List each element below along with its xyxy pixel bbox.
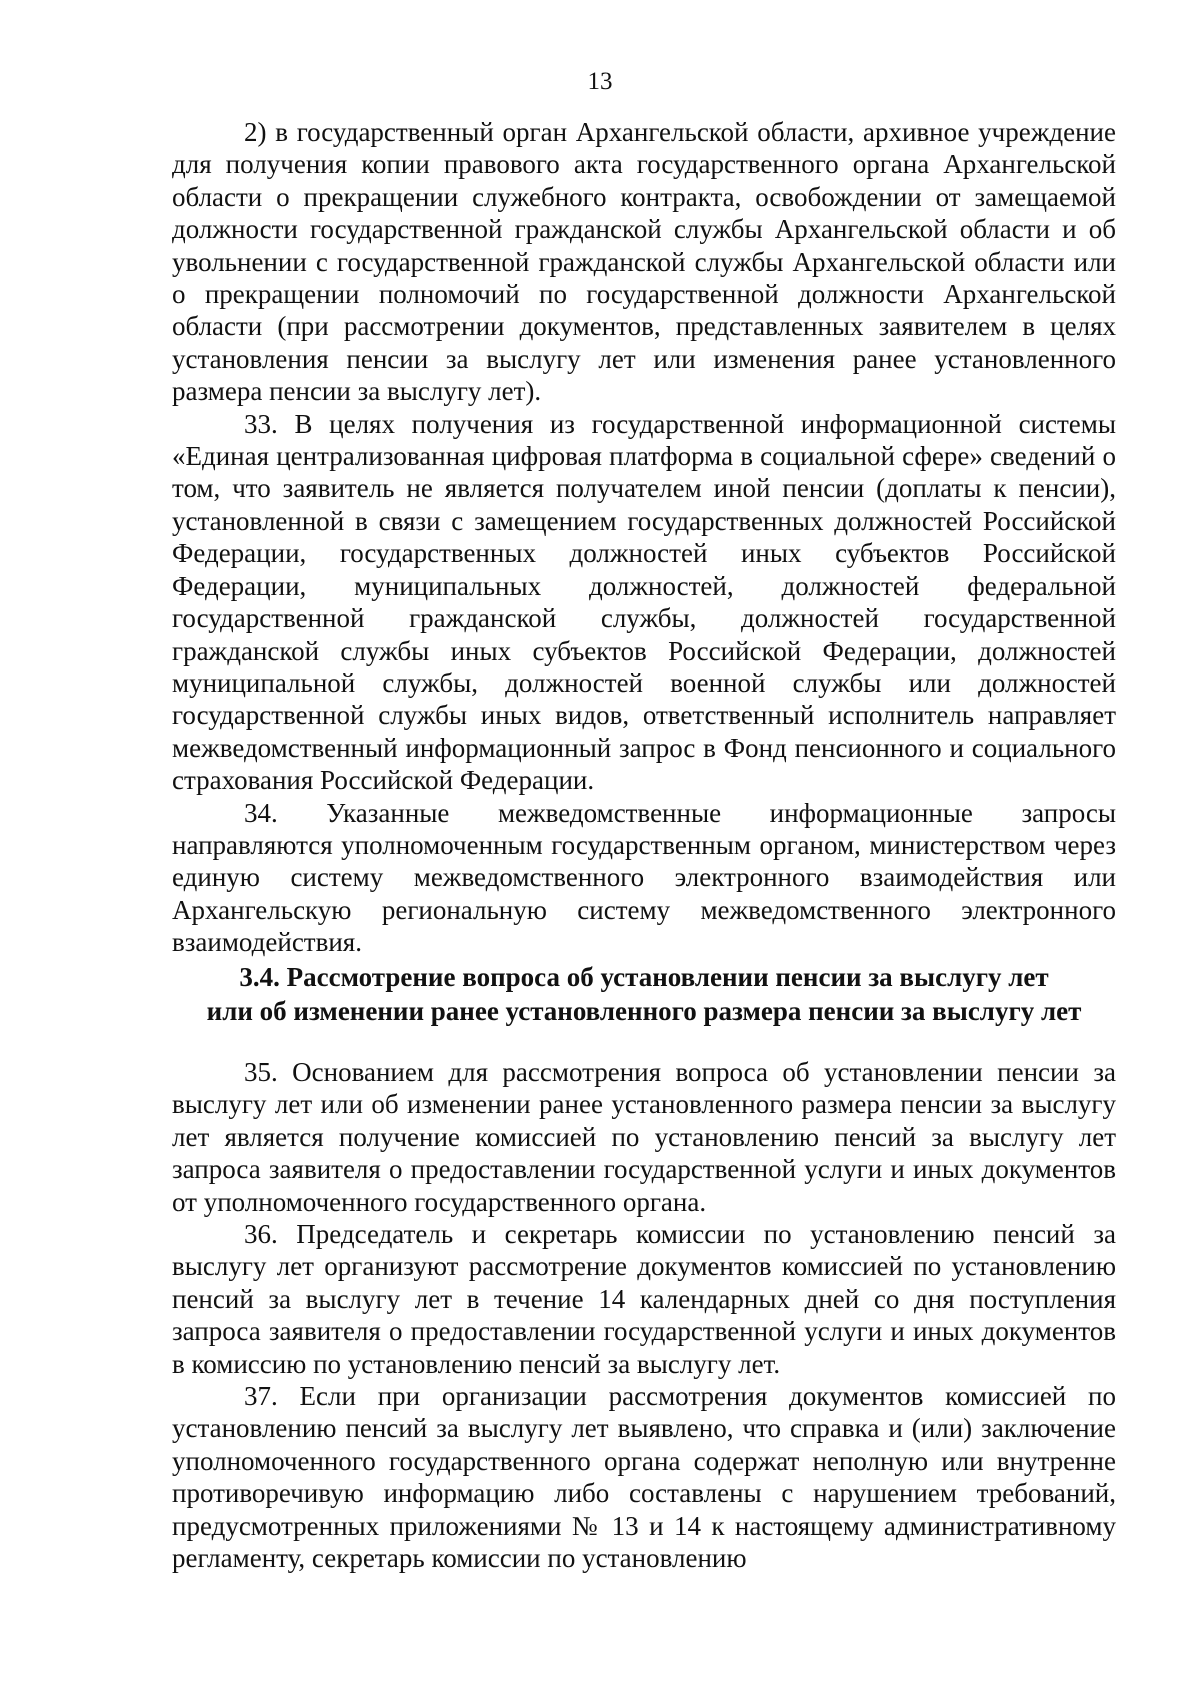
section-heading-line-2: или об изменении ранее установленного размера пенсии за выслугу лет bbox=[206, 996, 1082, 1026]
paragraph-33: 33. В целях получения из государственной информационной системы «Единая централизованная цифровая платформа в социальной сфере» сведений о том, что заявитель не является получателем иной пенсии (доплаты к пенсии), установленной в связи с замещением государственных должностей Российской Федерации, государственных должностей иных субъектов Российской Федерации, муниципальных должностей, должностей федеральной государственной гражданской службы, должностей государственной гражданской службы иных субъектов Российской Федерации, должностей муниципальной службы, должностей военной службы или должностей государственной службы иных видов, ответственный исполнитель направляет межведомственный информационный запрос в Фонд пенсионного и социального страхования Российской Федерации. bbox=[172, 408, 1116, 796]
paragraph-35: 35. Основанием для рассмотрения вопроса об установлении пенсии за выслугу лет или об изменении ранее установленного размера пенсии за выслугу лет является получение комиссией по установлению пенсий за выслугу лет запроса заявителя о предоставлении государственной услуги и иных документов от уполномоченного государственного органа. bbox=[172, 1057, 1116, 1217]
paragraph-36: 36. Председатель и секретарь комиссии по установлению пенсий за выслугу лет организуют рассмотрение документов комиссией по установлению пенсий за выслугу лет в течение 14 календарных дней со дня поступления запроса заявителя о предоставлении государственной услуги и иных документов в комиссию по установлению пенсий за выслугу лет. bbox=[172, 1219, 1116, 1379]
section-heading bbox=[150, 960, 1138, 1028]
paragraph-item-2: 2) в государственный орган Архангельской области, архивное учреждение для получения копии правового акта государственного органа Архангельской области о прекращении служебного контракта, освобождении от замещаемой должности государственной гражданской службы Архангельской области и об увольнении с государственной гражданской службы Архангельской области или о прекращении полномочий по государственной должности Архангельской области (при рассмотрении документов, представленных заявителем в целях установления пенсии за выслугу лет или изменения ранее установленного размера пенсии за выслугу лет). bbox=[172, 117, 1116, 407]
section-heading-line-1: 3.4. Рассмотрение вопроса об установлении пенсии за выслугу лет bbox=[239, 962, 1049, 992]
paragraph-34: 34. Указанные межведомственные информационные запросы направляются уполномоченным государственным органом, министерством через единую систему межведомственного электронного взаимодействия или Архангельскую региональную систему межведомственного электронного взаимодействия. bbox=[172, 797, 1116, 958]
page-number: 13 bbox=[587, 68, 613, 95]
paragraphs-bottom bbox=[172, 1056, 1116, 1575]
paragraphs-top bbox=[172, 116, 1116, 959]
paragraph-37: 37. Если при организации рассмотрения документов комиссией по установлению пенсий за выслугу лет выявлено, что справка и (или) заключение уполномоченного государственного органа содержат неполную или внутренне противоречивую информацию либо составлены с нарушением требований, предусмотренных приложениями № 13 и 14 к настоящему административному регламенту, секретарь комиссии по установлению bbox=[172, 1381, 1116, 1574]
